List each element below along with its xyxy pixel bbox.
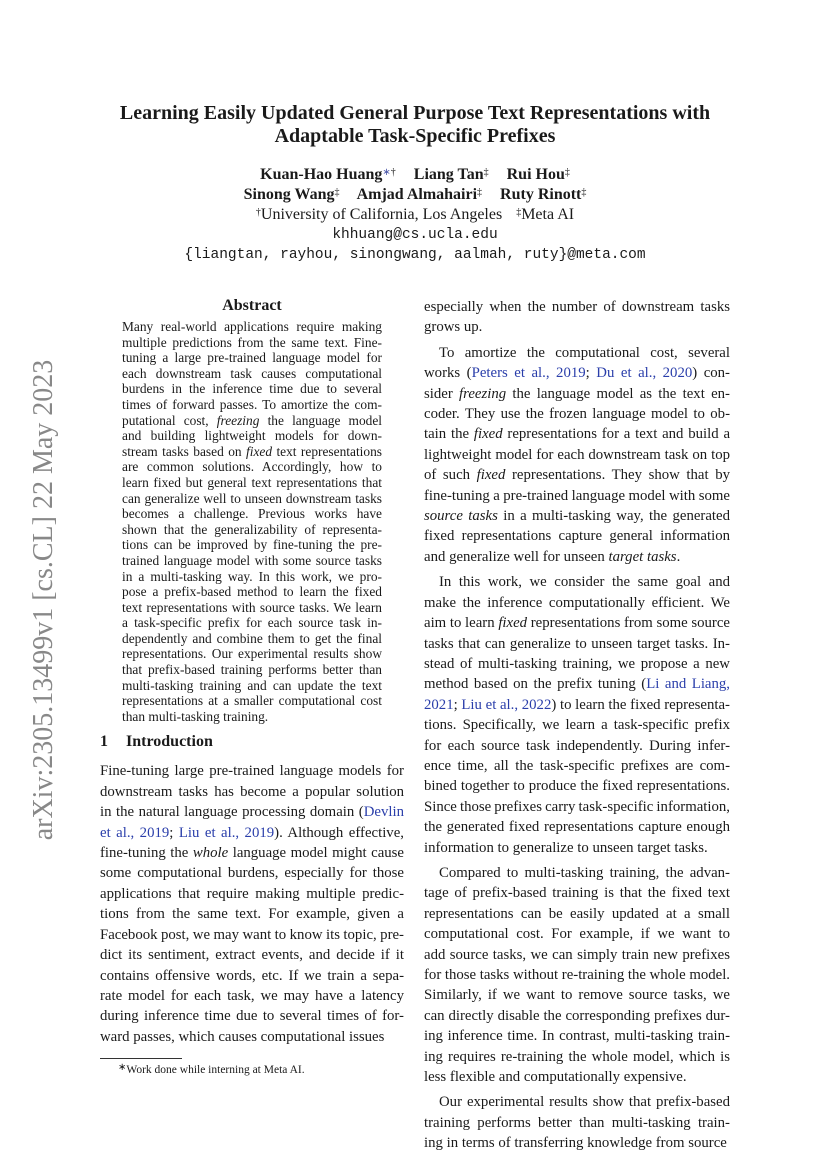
text-run: sider <box>424 385 460 402</box>
text-run: representations at a smaller computational cost <box>122 693 382 709</box>
text-line <box>122 397 382 413</box>
text-line <box>122 537 382 553</box>
text-run: information to generalize to unseen target tasks. <box>424 839 708 856</box>
text-run: can generalize well to unseen downstream tasks <box>122 490 382 506</box>
right-column <box>424 297 730 1154</box>
text-run: in a multi-tasking way, the generated <box>497 508 730 525</box>
text-run: and generalize well for unseen <box>424 548 609 565</box>
text-line <box>122 335 382 351</box>
text-line <box>424 863 730 883</box>
text-run: of such <box>424 467 477 484</box>
text-run: aim to learn <box>424 615 499 632</box>
text-line <box>424 297 730 317</box>
text-run: contains offensive words, etc. If we train a sepa- <box>100 967 404 984</box>
text-line <box>100 823 404 843</box>
text-line <box>424 404 730 424</box>
text-line <box>424 904 730 924</box>
text-run: computational cost. For example, if we want to <box>424 926 730 943</box>
footnote <box>100 1058 404 1077</box>
text-run: for those tasks without re-training the whole model. <box>424 967 730 983</box>
text-line <box>122 600 382 616</box>
text-line <box>424 317 730 337</box>
text-line <box>122 366 382 382</box>
text-run: representations. Our experimental results show <box>122 646 382 662</box>
text-run: Since those prefixes carry task-specific information, <box>424 798 730 815</box>
paragraph <box>122 319 382 724</box>
text-run: Similarly, if we want to remove source tasks, we <box>424 987 730 1004</box>
text-line <box>100 761 404 781</box>
text-line <box>122 678 382 694</box>
text-run: the generated fixed representations capture enough <box>424 819 730 836</box>
emphasis-text: freezing <box>459 385 507 402</box>
affil-mark: ‡ <box>477 187 483 198</box>
text-run: tions from the same text. For example, given a <box>100 906 404 923</box>
affil-mark: ‡ <box>516 207 522 218</box>
text-run: times of forward passes. To amortize the com- <box>122 396 382 412</box>
text-run: that prefix-based training performs better than <box>122 662 382 678</box>
author-list <box>80 165 750 205</box>
left-column <box>100 296 404 1047</box>
citation-link[interactable]: Du et al., 2020 <box>596 365 693 382</box>
text-line <box>122 709 382 725</box>
text-line <box>424 572 730 592</box>
text-run: downstream tasks has become a popular solution <box>100 783 404 800</box>
text-run: ing requires re-training the whole model, which is <box>424 1048 730 1065</box>
text-line <box>424 924 730 944</box>
text-line <box>122 631 382 647</box>
citation-link[interactable]: Devlin <box>363 804 404 821</box>
author-name: Amjad Almahairi <box>356 186 478 203</box>
emphasis-text: fixed <box>498 615 528 632</box>
text-run: Facebook post, we may want to know its topic, pre- <box>100 926 404 943</box>
text-line <box>424 945 730 965</box>
author-row <box>80 185 750 205</box>
text-run: representations can be easily updated at a small <box>424 905 730 922</box>
text-line <box>424 674 730 694</box>
text-run: a task-specific prefix for each source task in- <box>122 615 382 631</box>
affiliations <box>80 205 750 225</box>
text-run: To amortize the computational cost, several <box>439 344 730 361</box>
text-run: rate model for each task, we may have a latency <box>100 987 404 1004</box>
text-line <box>424 1133 730 1153</box>
text-line <box>424 1026 730 1046</box>
emphasis-text: whole <box>192 845 229 862</box>
text-run: and building lightweight models for down- <box>122 428 382 444</box>
footnote-rule <box>100 1058 182 1059</box>
text-line <box>424 1113 730 1133</box>
text-run: learn fixed but general text representations that <box>122 474 382 490</box>
text-run: coder. They use the frozen language model to ob- <box>424 406 730 423</box>
text-run: Compared to multi-tasking training, the advan- <box>439 864 730 881</box>
text-run: representations. They show that by <box>505 467 730 484</box>
text-line <box>424 465 730 485</box>
affil-mark: ‡ <box>483 167 489 178</box>
text-line <box>100 925 404 945</box>
text-run: the language model as the text en- <box>506 385 730 402</box>
paragraph <box>424 863 730 1087</box>
citation-link[interactable]: Li and Liang, <box>646 676 730 693</box>
footnote-text: Work done while interning at Meta AI. <box>126 1064 305 1076</box>
text-line <box>100 1006 404 1026</box>
email: khhuang@cs.ucla.edu <box>332 227 498 243</box>
citation-link[interactable]: 2021 <box>424 696 454 713</box>
text-line <box>424 486 730 506</box>
text-run: representations from some source <box>527 615 730 632</box>
text-run: works ( <box>424 365 472 382</box>
text-run: multi-tasking training and can update the text <box>122 677 382 693</box>
paragraph <box>100 761 404 1047</box>
author <box>507 166 570 183</box>
text-run: ing in terms of transferring knowledge from source <box>424 1135 727 1152</box>
abstract-heading: Abstract <box>222 297 282 314</box>
text-run: ; <box>169 824 179 841</box>
text-line <box>424 883 730 903</box>
author <box>357 186 482 203</box>
text-line <box>122 646 382 662</box>
citation-link[interactable]: et al., 2019 <box>100 824 170 841</box>
text-run: add source tasks, we can simply train new prefixes <box>424 946 730 963</box>
affiliation: Meta AI <box>521 206 575 223</box>
text-run: some computational burdens, especially for those <box>100 865 404 882</box>
affil-mark: ‡ <box>564 167 570 178</box>
text-run: tuning a large pre-trained language model for <box>122 350 382 366</box>
text-line <box>100 884 404 904</box>
text-run: lightweight model for each downstream task on top <box>424 446 730 463</box>
arxiv-stamp: arXiv:2305.13499v1 [cs.CL] 22 May 2023 <box>28 359 59 841</box>
text-run: during inference time due to several times of for- <box>100 1008 404 1025</box>
text-run: pose a prefix-based method to learn the fixed <box>122 584 382 600</box>
text-line <box>424 736 730 756</box>
text-line <box>424 424 730 444</box>
text-line <box>424 506 730 526</box>
text-line <box>424 547 730 567</box>
text-line <box>100 843 404 863</box>
text-run: dict its sentiment, extract events, and decide if it <box>100 947 404 964</box>
text-line <box>424 593 730 613</box>
text-line <box>424 838 730 858</box>
author <box>260 166 396 183</box>
text-run: dependently and combine them to get the final <box>122 630 382 646</box>
text-line <box>122 584 382 600</box>
text-run: ). Although effective, <box>274 824 404 841</box>
text-run: becomes a challenge. Previous works have <box>122 506 382 522</box>
text-line <box>122 615 382 631</box>
text-line <box>424 1047 730 1067</box>
text-line <box>100 782 404 802</box>
text-run: are common solutions. Accordingly, how to <box>122 459 382 475</box>
text-run: in a multi-tasking way. In this work, we pro- <box>122 568 382 584</box>
text-run: Fine-tuning large pre-trained language models for <box>100 763 404 780</box>
text-line <box>424 384 730 404</box>
text-line <box>122 475 382 491</box>
text-run: tions can be improved by fine-tuning the pre- <box>122 537 382 553</box>
text-line <box>424 526 730 546</box>
text-run: less flexible and computationally expensive. <box>424 1069 687 1086</box>
affil-mark: ‡ <box>581 187 587 198</box>
text-run: tions. Specifically, we learn a task-specific prefix <box>424 717 730 734</box>
paragraph <box>424 343 730 567</box>
text-run: stead of multi-tasking training, we propose a new <box>424 655 730 672</box>
text-line <box>424 1067 730 1087</box>
text-line <box>424 1006 730 1026</box>
text-run: make the inference computationally efficient. We <box>424 594 730 611</box>
paper-header <box>80 102 750 265</box>
affil-mark: † <box>390 167 396 178</box>
text-line <box>424 776 730 796</box>
author-name: Liang Tan <box>413 166 484 183</box>
emphasis-text: fixed <box>476 467 506 484</box>
text-line <box>424 695 730 715</box>
text-run: ) con- <box>692 365 730 382</box>
text-run: burdens in the inference time due to several <box>122 381 382 397</box>
author-row <box>80 165 750 185</box>
author-name: Kuan-Hao Huang <box>260 166 383 183</box>
footnote-mark: ∗ <box>118 1062 127 1073</box>
text-run: multiple predictions from the same text. Fine- <box>122 334 382 350</box>
author <box>500 186 586 203</box>
text-run: stream tasks based on <box>122 443 246 459</box>
text-run: Our experimental results show that prefix-based <box>439 1094 730 1111</box>
citation-link[interactable]: Peters et al., 2019 <box>471 365 586 382</box>
text-line <box>100 986 404 1006</box>
text-run: each downstream task causes computational <box>122 365 382 381</box>
text-line <box>122 662 382 678</box>
text-line <box>100 863 404 883</box>
text-line <box>424 985 730 1005</box>
section-number: 1 <box>100 733 108 751</box>
text-run: fine-tuning the <box>100 845 193 862</box>
paragraph <box>424 572 730 858</box>
text-run: especially when the number of downstream tasks <box>424 299 730 315</box>
text-line <box>424 613 730 633</box>
text-line <box>424 965 730 985</box>
author-name: Sinong Wang <box>243 186 335 203</box>
title-line: Learning Easily Updated General Purpose Text Representations with <box>119 102 711 124</box>
text-line <box>122 693 382 709</box>
text-line <box>122 553 382 569</box>
citation-link[interactable]: Liu et al., 2022 <box>461 696 552 713</box>
text-run: tage of prefix-based training is that the fixed text <box>424 885 730 902</box>
emphasis-text: target tasks <box>608 548 677 565</box>
text-run: ence time, all the task-specific prefixes are com- <box>424 757 730 774</box>
affiliation: University of California, Los Angeles <box>260 206 503 223</box>
title-line: Adaptable Task-Specific Prefixes <box>274 125 556 147</box>
text-line <box>100 945 404 965</box>
text-run: ing inference time. In contrast, multi-tasking train- <box>424 1028 730 1045</box>
text-run: ; <box>453 696 462 713</box>
text-run: method based on the prefix tuning ( <box>424 676 647 693</box>
text-run: ; <box>585 365 597 382</box>
text-run: the language model <box>259 412 383 428</box>
text-run: text representations with source tasks. We learn <box>122 599 382 615</box>
email: {liangtan, rayhou, sinongwang, aalmah, ruty}@meta.com <box>184 247 646 263</box>
text-run: grows up. <box>424 319 483 336</box>
text-line <box>122 444 382 460</box>
text-line <box>122 350 382 366</box>
text-line <box>122 381 382 397</box>
text-line <box>424 1092 730 1112</box>
text-run: In this work, we consider the same goal and <box>439 574 730 591</box>
text-line <box>122 459 382 475</box>
text-run: can directly disable the corresponding prefixes dur- <box>424 1007 730 1024</box>
author-name: Rui Hou <box>506 166 565 183</box>
text-line <box>122 522 382 538</box>
section-heading <box>100 732 404 752</box>
text-run: tasks that can generalize to unseen target tasks. In- <box>424 635 730 652</box>
text-run: ward passes, which causes computational issues <box>100 1028 385 1045</box>
text-run: ) to learn the fixed representa- <box>551 696 730 713</box>
author <box>414 166 489 183</box>
text-line <box>122 569 382 585</box>
text-run: . <box>676 548 681 565</box>
text-run: tain the <box>424 426 474 443</box>
section-title: Introduction <box>126 733 213 751</box>
text-run: shown that the generalizability of representa- <box>122 521 382 537</box>
intro-left-body <box>100 761 404 1047</box>
affil-mark: ‡ <box>334 187 340 198</box>
author <box>244 186 340 203</box>
footnote-line <box>100 1063 404 1077</box>
text-line <box>424 343 730 363</box>
text-run: Many real-world applications require making <box>122 319 382 334</box>
text-line <box>424 634 730 654</box>
text-line <box>424 756 730 776</box>
author-name: Ruty Rinott <box>500 186 582 203</box>
affil-mark: † <box>255 207 261 218</box>
footnote-link[interactable]: ∗ <box>382 167 391 178</box>
text-run: training performs better than multi-tasking train- <box>424 1114 730 1131</box>
text-line <box>122 428 382 444</box>
emphasis-text: freezing <box>216 412 260 428</box>
paper-title <box>80 102 750 148</box>
paragraph <box>424 297 730 338</box>
text-line <box>424 797 730 817</box>
text-run: in the natural language processing domain ( <box>100 804 364 821</box>
abstract-body <box>122 319 382 724</box>
text-run: text representations <box>272 443 382 459</box>
text-run: fine-tuning a pre-trained language model with some <box>424 487 730 504</box>
text-line <box>122 319 382 335</box>
text-run: than multi-tasking training. <box>122 708 269 724</box>
text-run: for each source task independently. During infer- <box>424 737 730 754</box>
text-run: applications that require making multiple predic- <box>100 885 404 902</box>
text-run: trained language model with some source tasks <box>122 552 382 568</box>
text-line <box>100 802 404 822</box>
emphasis-text: source tasks <box>424 508 498 525</box>
text-line <box>100 966 404 986</box>
text-line <box>100 1027 404 1047</box>
text-line <box>122 506 382 522</box>
text-line <box>424 715 730 735</box>
text-line <box>122 491 382 507</box>
emphasis-text: fixed <box>473 426 503 443</box>
paragraph <box>424 1092 730 1153</box>
text-line <box>424 817 730 837</box>
text-line <box>122 413 382 429</box>
text-run: fixed representations capture general information <box>424 528 730 545</box>
text-line <box>424 363 730 383</box>
text-run: putational cost, <box>122 412 217 428</box>
text-run: language model might cause <box>228 845 404 862</box>
citation-link[interactable]: Liu et al., 2019 <box>178 824 275 841</box>
text-line <box>100 904 404 924</box>
emphasis-text: fixed <box>246 443 273 459</box>
text-run: representations for a text and build a <box>502 426 731 443</box>
text-run: bined together to produce the fixed representations. <box>424 778 730 795</box>
intro-right-body <box>424 297 730 1154</box>
text-line <box>424 445 730 465</box>
text-line <box>424 654 730 674</box>
